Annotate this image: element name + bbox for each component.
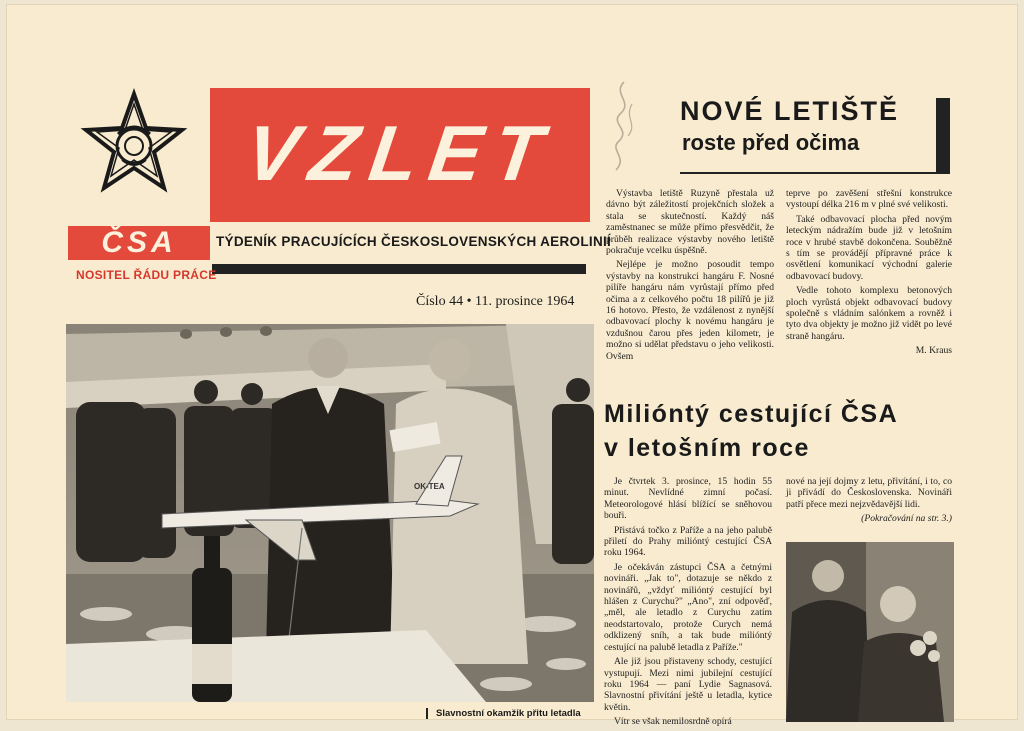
masthead-subtitle-box [210, 228, 612, 256]
article2-headline-line2: v letošním roce [604, 434, 810, 462]
masthead-title: VZLET [240, 109, 560, 197]
headline-side-bar [936, 98, 950, 174]
main-photo [66, 324, 594, 702]
article2-column-1 [604, 476, 772, 731]
article1-column-2 [786, 188, 952, 357]
article1-author: M. Kraus [915, 345, 952, 357]
masthead-divider [212, 264, 586, 274]
article2-column-2 [786, 476, 952, 525]
article1-column-1 [606, 188, 774, 365]
issue-date: Číslo 44 • 11. prosince 1964 [416, 294, 575, 309]
paragraph: nové na její dojmy z letu, přivítání, i to, co ji přivádí do Československa. Novináři patří přece mezi nejzvědavější lidi. [786, 476, 952, 510]
masthead-subtitle: TÝDENÍK PRACUJÍCÍCH ČESKOSLOVENSKÝCH AEROLINIÍ [216, 234, 612, 249]
masthead-title-box [210, 88, 590, 222]
continued-note: (Pokračování na str. 3.) [861, 513, 952, 525]
article1-headline: NOVÉ LETIŠTĚ [680, 96, 900, 126]
article2-headline: Milióntý cestující ČSA [604, 400, 899, 428]
paragraph: Ale již jsou přistaveny schody, cestující vystupují. Mezi nimi jubilejní cestující roku 1964 — paní Lydie Sagnasová. Slavnostní přivítání ještě u letadla, kytice květin. [604, 656, 772, 713]
photo-caption: Slavnostní okamžik přitu letadla [426, 708, 604, 719]
passenger-photo [786, 542, 954, 722]
csa-logo-text: ČSA [101, 226, 177, 259]
plane-registration: OK-TEA [414, 482, 445, 491]
handwritten-signature [594, 74, 654, 184]
paragraph: teprve po zavěšení střešní konstrukce vystoupí délka 216 m v plné své velikosti. [786, 188, 952, 211]
headline-underline [680, 172, 950, 174]
paragraph: Výstavba letiště Ruzyně přestala už dávno být záležitostí projekčních složek a stala se skutečností. Každý náš zaměstnanec se může přímo přesvědčit, že průběh realizace výstavby nového letiště pokračuje vcelku úspěšně. [606, 188, 774, 257]
paragraph: Přistává točko z Paříže a na jeho palubě přiletí do Prahy milióntý cestující ČSA roku 1964. [604, 524, 772, 559]
paragraph: Je očekáván zástupci ČSA a četnými novináři. „Jak to", dotazuje se někdo z novinářů, „vždyť milióntý cestující byl hlášen z Curychu?" „Ano", zní odpověď, „měl, ale letadlo z Curychu zatím neodstartovalo, protože Curych nemá odklizený sníh, a tak bude milióntý cestující na palubě letadla z Paříže." [604, 561, 772, 653]
csa-logo [68, 226, 210, 260]
award-label: NOSITEL ŘÁDU PRÁCE [76, 268, 217, 282]
paragraph: Vedle tohoto komplexu betonových ploch vyrůstá objekt odbavovací budovy společně s vládním salónkem a rovněž i tyto dva objekty je možno již vidět po levé straně hangáru. [786, 285, 952, 342]
paragraph: Vítr se však nemilosrdně opírá [614, 716, 732, 728]
star-emblem-icon [82, 90, 186, 196]
newspaper-page [6, 4, 1018, 728]
article1-subheadline: roste před očima [682, 130, 860, 155]
paragraph: Nejlépe je možno posoudit tempo výstavby na konstrukci hangáru F. Nosné pilíře hangáru nám vyrůstají přímo před očima a z celkového počtu 18 pilířů je již 16 hotovo. Přesto, že vzdálenost z nynější odbavovací plochy k novému hangáru je vzdušnou čarou přes jeden kilometr, je možno si udělat představu o jeho velikosti. Ovšem [606, 259, 774, 362]
paragraph: Také odbavovací plocha před novým leteckým nádražím bude již v letošním roce v hrubé stavbě dokončena. Souběžně s tím se provádějí přípravné práce k osvětlení komunikací východní galerie odbavovací budovy. [786, 213, 952, 282]
paragraph: Je čtvrtek 3. prosince, 15 hodin 55 minut. Nevlídné zimní počasí. Meteorologové hlásí blížící se sněhovou bouři. [604, 476, 772, 522]
